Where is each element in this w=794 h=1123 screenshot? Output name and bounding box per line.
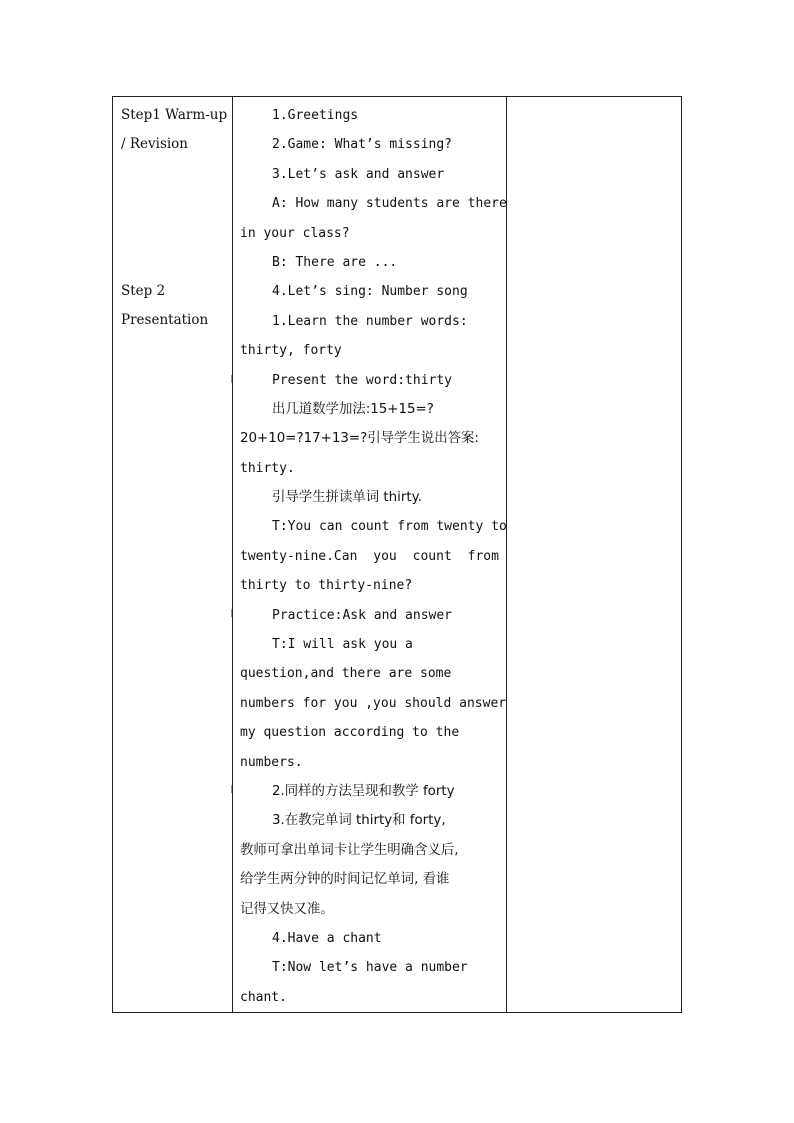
steps-cell [113,97,233,1013]
content-line: 记得又快又准。 [240,901,334,917]
content-line: 2.Game: What’s missing? [272,137,453,153]
content-line: my question according to the [240,725,460,741]
step2-title: Step 2 [121,283,166,299]
content-line: numbers for you ,you should answer [240,695,507,711]
content-line: question,and there are some [240,666,452,682]
content-line: numbers. [240,754,303,770]
content-line: 给学生两分钟的时间记忆单词, 看谁 [240,872,450,888]
word: count [412,548,452,564]
word: from [467,548,499,564]
content-line-justified [233,542,506,571]
content-line: 20+10=?17+13=?引导学生说出答案: [240,431,479,447]
content-line: Practice:Ask and answer [272,607,453,623]
content-line: 2.同样的方法呈现和教学 forty [272,783,455,799]
step2-subtitle: Presentation [121,312,209,328]
content-line: T:You can count from twenty to [272,519,507,535]
content-line: thirty. [240,460,295,476]
table-row [113,97,682,1013]
content-line: thirty, forty [240,343,342,359]
content-line: T:Now let’s have a number [272,960,468,976]
content-line: 1.Learn the number words: [272,313,468,329]
margin-mark [231,375,235,383]
content-line: 1.Greetings [272,108,359,123]
content-line: B: There are ... [272,254,398,270]
content-line: 出几道数学加法:15+15=? [272,401,434,417]
content-line: thirty to thirty-nine? [240,578,413,594]
content-line: 4.Have a chant [272,930,382,946]
content-line: 3.在教完单词 thirty和 forty, [272,813,446,829]
content-line: in your class? [240,225,350,241]
content-line: T:I will ask you a [272,637,413,653]
content-line: 教师可拿出单词卡让学生明确含义后, [240,842,459,858]
step1-subtitle: / Revision [121,136,189,152]
content-line: 引导学生拼读单词 thirty. [272,490,422,506]
content-line: 4.Let’s sing: Number song [272,284,468,300]
content-line: chant. [240,989,287,1005]
content-cell [233,97,507,1013]
word: twenty-nine.Can [240,548,358,564]
word: you [373,548,397,564]
margin-mark [231,785,235,793]
content-line: 3.Let’s ask and answer [272,166,445,182]
content-line: A: How many students are there [272,196,507,212]
step1-title: Step1 Warm-up [121,107,228,123]
content-line: Present the word:thirty [272,372,453,388]
notes-cell [507,97,682,1013]
margin-mark [231,609,235,617]
lesson-plan-table [112,96,682,1013]
